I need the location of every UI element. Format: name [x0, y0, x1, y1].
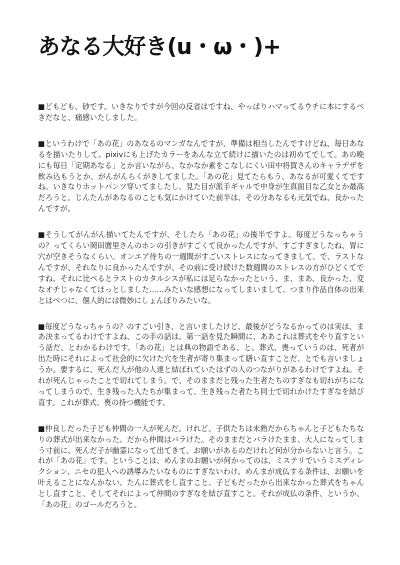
page-title: あなる大好き(u・ω・)+: [38, 35, 281, 60]
paragraph-conclusion: ■仲良しだった子ども仲間の一人が死んだ。けれど、子供たちは未熟だからちゃんと子どもたちなりの葬式が出来なかった。だから仲間はバラけた。そのままだとバラけたまま、大人になってしまう寸前に、死んだ子が幽霊になって出てきて、お願いがあるのだけれど何が分からないと言う。これが「あの花」です。ということは、めんまのお願いが何かってのは、ミステリでいうミスディレクション、ニセの犯人への誘導みたいなものにすぎないわけ。めんまが成仏する条件は、お願いを叶えることになんかない。たんに葬式をし直すこと、子どもだったから出来なかった葬式をちゃんとし直すこと、そしてそれによって仲間のすぎなを結び直すこと。それが成仏の条件、というか、「あの花」のゴールだろうと。: [38, 423, 364, 510]
paragraph-second-half: ■そうしてがんがん描いてたんですが、そしたら「あの花」の後半ですよ。毎度どうなっちゃうの？ってくらい岡田麿里さんのホンの引きがすごくて良かったんですが、すごすぎましたね、胃に穴が空きそうなくらい。オンエア待ちの一週間がすごいストレスになってきまして、で、ラストなんですが、それなりに良かったんですが、その前に受け続けた数週間のストレスの方がひどくてですね、それに比べるとラストのカタルシスが私には足らなかったという、ま、まあ、良かった、変なオチじゃなくてほっとしました……みたいな感想になってしまいまして、つまり作品自体の出来とはべつに、個人的には微妙にしょんぼりみたいな。: [38, 230, 364, 305]
paragraph-funeral-theme: ■毎度どうなっちゃうの？のすごい引き、と言いましたけど、最後がどうなるかってのは実は、まあ決まってるわけですよね、この手の話は。第一話を見た瞬間に、ああこれは葬式をやり直すという話だ、とわかるわけです。「あの花」とは典の物語である、と。葬式、喪っていうのは、死者が出た時にそれによって社会的に欠けた穴を生者が寄り集まって繕い直すことだ、とでも言いましょうか。要するに、死んだ人が他の人達と結ばれていたはずの人のつながりがあるわけですよね。それが死んじゃったことで切れてしまう。で、そのままだと残った生者たちのすぎなも切れがちになってしまうので、生き残った人たちが集まって、生き残った者たち同士で切れかけたすぎなを結び直す。これが葬式、喪の持つ機能です。: [38, 321, 364, 407]
paragraph-preparation: ■というわけで「あの花」のあなるのマンガなんですが、準備は相当したんですけどね、毎日あなるを描いたりして。pixivにも上げたカラーをあんな立て続けに描いたのは初めてでして。あの晩にも毎日「定期あなる」とか言いながら、なかなか素をこなしにくい田中将賀さんのキャラデザを飲み込もうとか、がんがんらくがきしてました。「あの花」見てたらもう、あなるが可愛くてですね。いきなりホットパンツ穿いてましたし、見た目が派手ギャルで中身が生真面目な乙女とか最高だろうと。じんたんがあなるのことも気にかけていた前半は、その分あなるも元気でね、良かったんですが。: [38, 138, 364, 214]
paragraph-intro: ■どもども、砂です。いきなりですが今回の反省はですね、やっぱりハマってるウチに本にするべきだなと、痛感いたしました。: [38, 102, 364, 122]
